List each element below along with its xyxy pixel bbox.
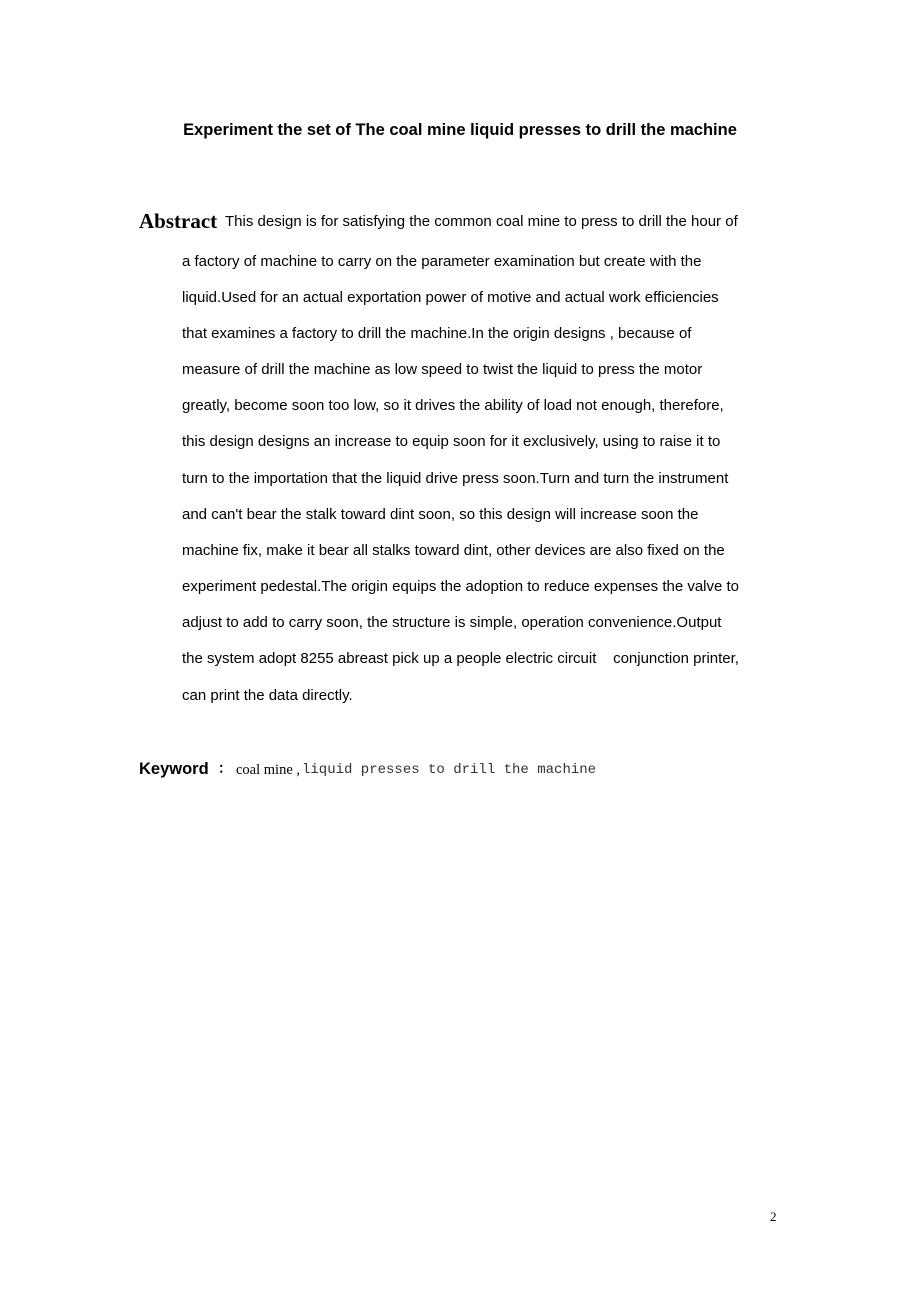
abstract-line: this design designs an increase to equip soon for it exclusively, using to raise it to (182, 433, 721, 450)
abstract-line: adjust to add to carry soon, the structure is simple, operation convenience.Output (182, 614, 722, 631)
abstract-line: experiment pedestal.The origin equips the adoption to reduce expenses the valve to (182, 578, 740, 595)
document-title: Experiment the set of The coal mine liquid presses to drill the machine (183, 121, 737, 139)
page-number: 2 (770, 1209, 777, 1224)
abstract-line: measure of drill the machine as low speed to twist the liquid to press the motor (182, 361, 703, 378)
keyword-term: coal mine , (236, 762, 301, 778)
abstract-line: This design is for satisfying the common coal mine to press to drill the hour of (225, 213, 738, 230)
abstract-line: and can't bear the stalk toward dint soon, so this design will increase soon the (182, 506, 699, 523)
abstract-line: that examines a factory to drill the machine.In the origin designs , because of (182, 325, 692, 342)
abstract-line: can print the data directly. (182, 687, 353, 704)
abstract-line: liquid.Used for an actual exportation power of motive and actual work efficiencies (182, 289, 719, 306)
abstract-line: greatly, become soon too low, so it drives the ability of load not enough, therefore, (182, 397, 724, 414)
abstract-line: the system adopt 8255 abreast pick up a people electric circuit conjunction printer, (182, 650, 739, 667)
keyword-colon: ： (218, 761, 232, 777)
keyword-label: Keyword (139, 760, 209, 778)
abstract-line: a factory of machine to carry on the parameter examination but create with the (182, 253, 702, 270)
abstract-label: Abstract (139, 209, 218, 233)
keyword-term: liquid presses to drill the machine (302, 762, 597, 778)
abstract-line: machine fix, make it bear all stalks toward dint, other devices are also fixed on the (182, 542, 725, 559)
abstract-line: turn to the importation that the liquid drive press soon.Turn and turn the instrument (182, 470, 729, 487)
